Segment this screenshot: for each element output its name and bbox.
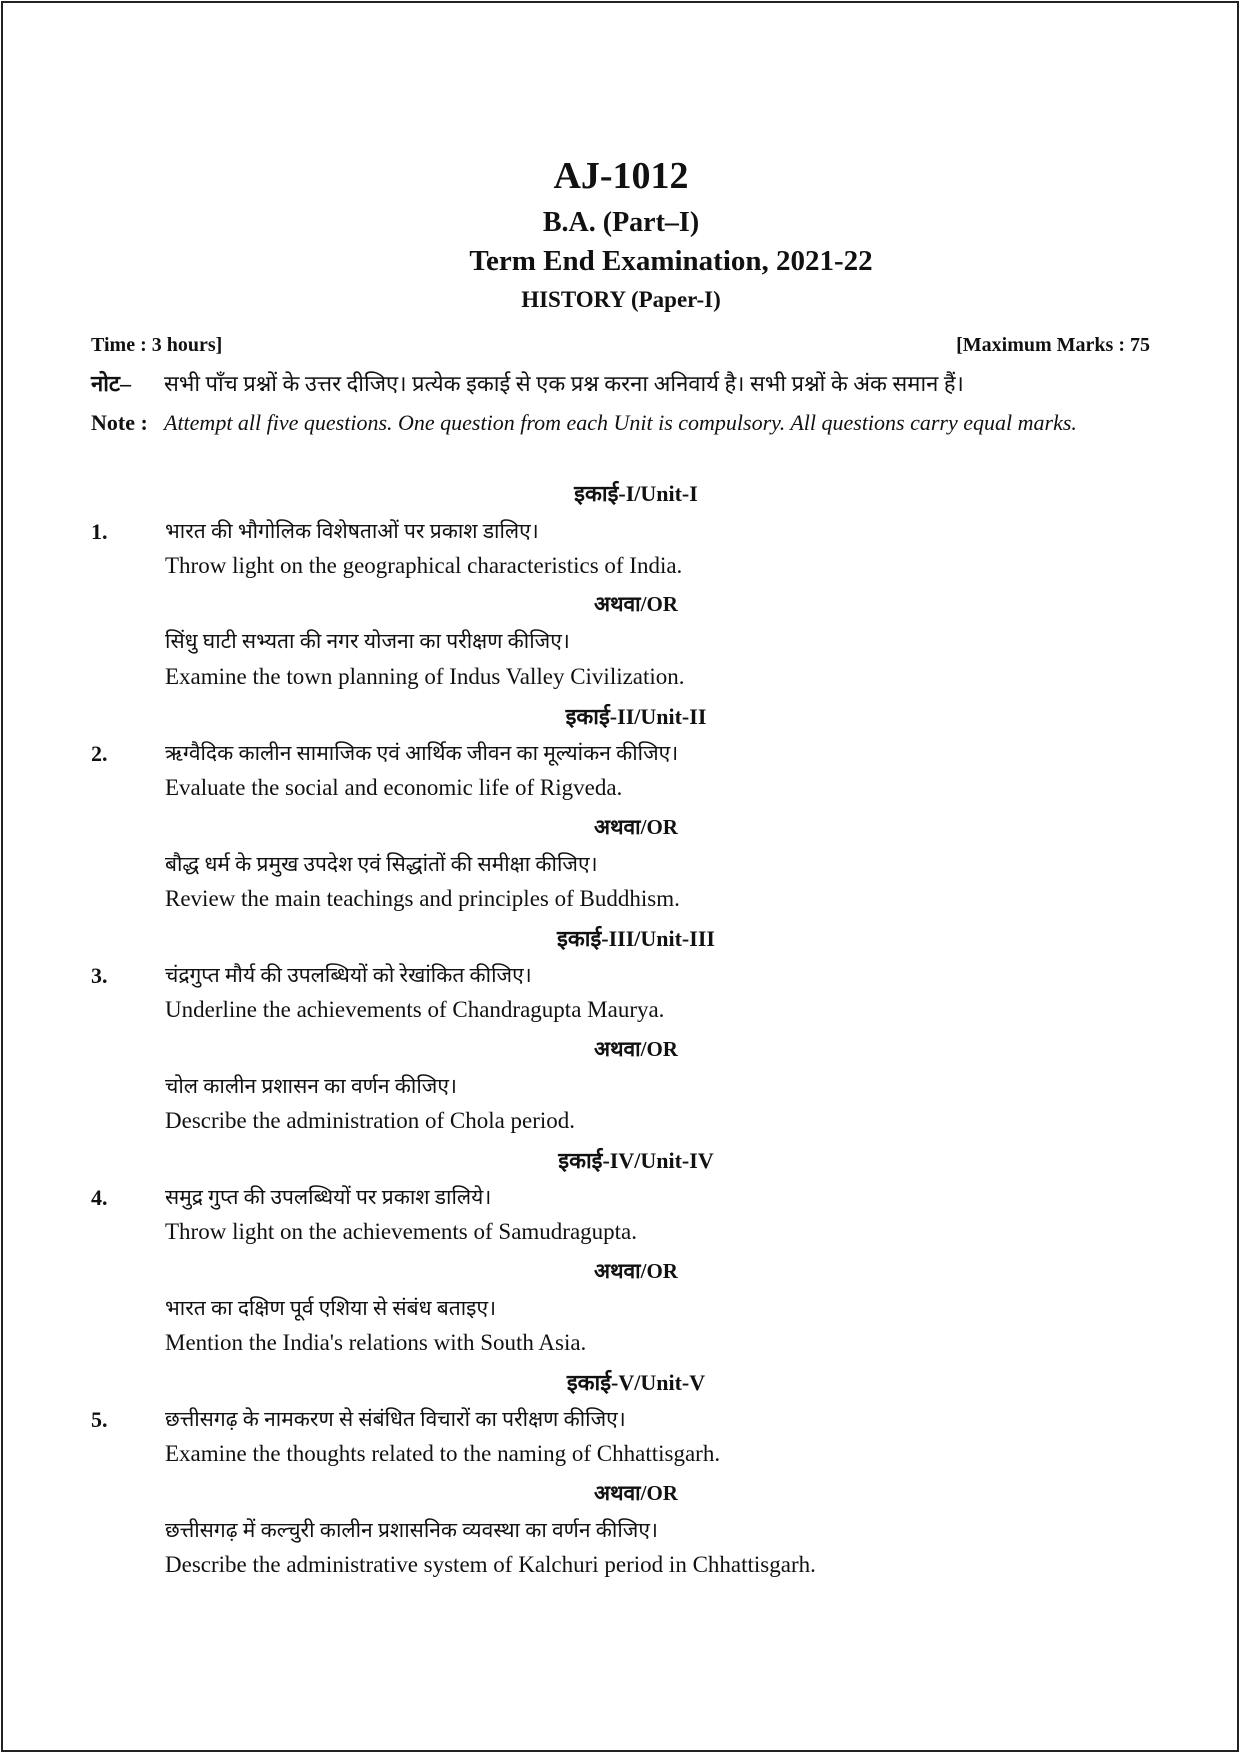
question-number: 4.: [91, 1185, 108, 1210]
question-text-hindi: भारत का दक्षिण पूर्व एशिया से संबंध बताइए।: [165, 1296, 497, 1320]
paper-code: AJ-1012: [553, 155, 689, 197]
time-allowed: Time : 3 hours]: [91, 334, 223, 356]
note-english-text: Attempt all five questions. One question from each Unit is compulsory. All questions carry equal marks.: [164, 410, 1077, 435]
or-divider: अथवा/OR: [594, 815, 678, 839]
question-text-hindi: छत्तीसगढ़ के नामकरण से संबंधित विचारों का परीक्षण कीजिए।: [165, 1407, 626, 1431]
question-text-english: Review the main teachings and principles of Buddhism.: [165, 886, 680, 911]
unit-heading: इकाई-III/Unit-III: [557, 926, 715, 951]
question-text-hindi: भारत की भौगोलिक विशेषताओं पर प्रकाश डालिए।: [165, 519, 539, 543]
question-text-english: Underline the achievements of Chandragupta Maurya.: [165, 997, 665, 1022]
question-text-english: Describe the administration of Chola period.: [165, 1108, 576, 1133]
note-hindi-label: नोट–: [91, 371, 131, 396]
or-divider: अथवा/OR: [594, 1259, 678, 1283]
or-divider: अथवा/OR: [594, 1037, 678, 1061]
note-hindi-text: सभी पाँच प्रश्नों के उत्तर दीजिए। प्रत्येक इकाई से एक प्रश्न करना अनिवार्य है। सभी प्रश्नों के अंक समान हैं।: [164, 371, 964, 396]
question-text-english: Throw light on the achievements of Samudragupta.: [165, 1219, 638, 1244]
question-number: 5.: [91, 1407, 108, 1432]
question-text-hindi: चोल कालीन प्रशासन का वर्णन कीजिए।: [165, 1074, 457, 1098]
unit-heading: इकाई-II/Unit-II: [565, 704, 707, 729]
question-text-english: Evaluate the social and economic life of Rigveda.: [165, 775, 623, 800]
question-text-hindi: छत्तीसगढ़ में कल्चुरी कालीन प्रशासनिक व्यवस्था का वर्णन कीजिए।: [165, 1518, 658, 1542]
subject-title: HISTORY (Paper-I): [521, 287, 721, 312]
question-text-english: Examine the town planning of Indus Valley Civilization.: [165, 664, 685, 689]
unit-heading: इकाई-I/Unit-I: [574, 481, 698, 506]
maximum-marks: [Maximum Marks : 75: [956, 334, 1150, 356]
question-text-hindi: चंद्रगुप्त मौर्य की उपलब्धियों को रेखांकित कीजिए।: [165, 963, 532, 987]
or-divider: अथवा/OR: [594, 592, 678, 616]
unit-heading: इकाई-IV/Unit-IV: [558, 1148, 714, 1173]
question-text-english: Examine the thoughts related to the naming of Chhattisgarh.: [165, 1441, 721, 1466]
exam-title: Term End Examination, 2021-22: [469, 245, 873, 277]
question-text-hindi: सिंधु घाटी सभ्यता की नगर योजना का परीक्षण कीजिए।: [165, 629, 570, 653]
question-text-hindi: बौद्ध धर्म के प्रमुख उपदेश एवं सिद्धांतों की समीक्षा कीजिए।: [165, 852, 598, 876]
question-text-hindi: समुद्र गुप्त की उपलब्धियों पर प्रकाश डालिये।: [165, 1185, 492, 1209]
question-number: 2.: [91, 741, 108, 766]
question-text-english: Throw light on the geographical characteristics of India.: [165, 553, 683, 578]
question-text-english: Mention the India's relations with South Asia.: [165, 1330, 587, 1355]
course-title: B.A. (Part–I): [542, 207, 700, 238]
note-english-label: Note :: [91, 410, 148, 435]
question-number: 3.: [91, 963, 108, 988]
question-number: 1.: [91, 519, 108, 544]
question-text-english: Describe the administrative system of Kalchuri period in Chhattisgarh.: [165, 1552, 816, 1577]
unit-heading: इकाई-V/Unit-V: [566, 1370, 706, 1395]
question-text-hindi: ऋग्वैदिक कालीन सामाजिक एवं आर्थिक जीवन का मूल्यांकन कीजिए।: [165, 741, 679, 765]
or-divider: अथवा/OR: [594, 1481, 678, 1505]
